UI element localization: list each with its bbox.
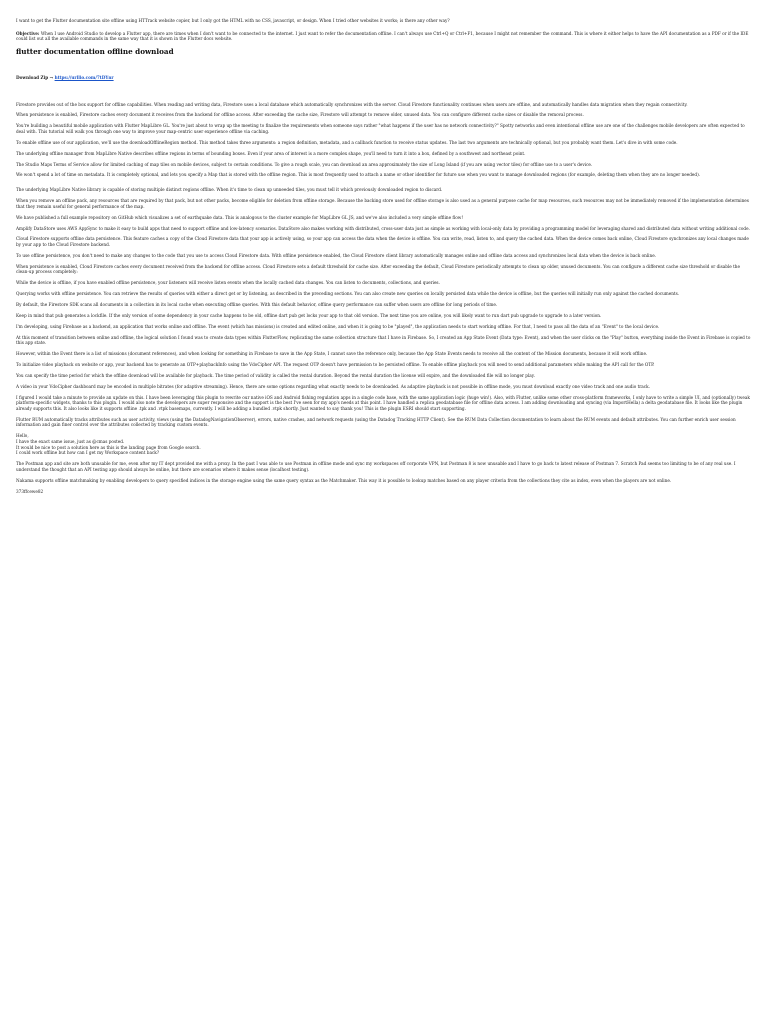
- objective-label: Objective:: [16, 30, 40, 36]
- body-paragraph: I'm developing, using Firebase as a backend, an application that works online and offline. The event (which has missions) is created and edited online, and when it is going to be "played", the application needs to start working offline. For that, I need to pass all the data of an "Event" to the local device.: [16, 323, 660, 329]
- body-paragraph: Cloud Firestore supports offline data persistence. This feature caches a copy of the Cloud Firestore data that your app is actively using, so your app can access the data when the device is offline. You can write, read, listen to, and query the cached data. When the device comes back online, Cloud Firestore synchronizes any local changes made by your app to the Cloud Firestore backend.: [16, 236, 749, 248]
- body-paragraph: The Postman app and site are both unusable for me, even after my IT dept provided me with a proxy. In the past I was able to use Postman in offline mode and sync my workspaces off corporate VPN, but Postman 8 is now unusable and I have to go back to latest release of Postman 7. Scratch Pad seems too limiting to be of any real use. I understand the thought that an API testing app should always be online, but there are scenarios where it makes sense (localhost testing).: [16, 461, 736, 472]
- body-paragraph: You can specify the time period for which the offline download will be available for playback. The time period of validity is called the rental duration. Beyond the rental duration the license will expire, and the downloaded file will no longer play.: [16, 372, 535, 378]
- objective-paragraph: [16, 31, 754, 42]
- body-paragraph: When persistence is enabled, Firestore caches every document it receives from the backend for offline access. After exceeding the cache size, Firestore will attempt to remove older, unused data. You can configure different cache sizes or disable the removal process.: [16, 112, 584, 118]
- comment-line: I could work offline but how can I get my Workspace content back?: [16, 450, 160, 456]
- body-paragraph: However, within the Event there is a list of missions (document references), and when looking for something in Firebase to save in the App State, I cannot save the reference only, because the App State Events needs to receive all the content of the Mission documents, because it will work offline.: [16, 351, 648, 357]
- comment-line: I have the exact same issue, just as @cmas posted.: [16, 438, 125, 444]
- download-line: [16, 75, 754, 81]
- intro-question: I want to get the Flutter documentation site offline using HTTrack website copier, but I only got the HTML with no CSS, javascript, or design. When I tried other websites it works; is there any other way?: [16, 18, 450, 23]
- document-page: [0, 0, 770, 494]
- body-paragraph: We won't spend a lot of time on metadata. It is completely optional, and lets you specify a Map that is stored with the offline region. This is most frequently used to attach a name or other identifier for future use when you want to manage downloaded regions (for example, deleting them when they are no longer needed).: [16, 172, 701, 178]
- paragraph-group-c: [16, 461, 754, 483]
- body-paragraph: Querying works with offline persistence. You can retrieve the results of queries with either a direct get or by listening, as described in the preceding sections. You can also create new queries on locally persisted data while the device is offline, but the queries will initially run only against the cached documents.: [16, 291, 680, 297]
- body-paragraph: To use offline persistence, you don't need to make any changes to the code that you use to access Cloud Firestore data. With offline persistence enabled, the Cloud Firestore client library automatically manages online and offline data access and synchronizes local data when the device is back online.: [16, 252, 657, 258]
- comment-block: [16, 433, 754, 456]
- body-paragraph: Amplify DataStore uses AWS AppSync to make it easy to build apps that need to support offline and low-latency scenarios. DataStore also makes working with distributed, cross-user data just as simple as working with local-only data by providing a programming model for leveraging shared and distributed data without writing additional code.: [16, 225, 750, 231]
- body-paragraph: At this moment of transition between online and offline, the logical solution I found was to create data types within FlutterFlow, replicating the same collection structure that I have in Firebase. So, I created an App State Event (Data type: Event), and when the user clicks on the "Play" button, everything inside the Event in Firebase is copied to this app state.: [16, 334, 751, 346]
- body-paragraph: To initialize video playback on website or app, your backend has to generate an OTP+playbackInfo using the VdoCipher API. The request OTP doesn't have permission to be persisted offline. To enable offline playback you will need to send additional parameters while making the API call for the OTP.: [16, 362, 655, 367]
- body-paragraph: When you remove an offline pack, any resources that are required by that pack, but not other packs, become eligible for deletion from offline storage. Because the backing store used for offline storage is also used as a general purpose cache for map resources, such resources may not be immediately removed if the implementation determines that they remain useful for general performance of the map.: [16, 198, 749, 209]
- body-paragraph: The underlying offline manager from MapLibre Native describes offline regions in terms of bounding boxes. Even if your area of interest is a more complex shape, you'll need to turn it into a box, defined by a southwest and northeast point.: [16, 150, 526, 156]
- body-paragraph: While the device is offline, if you have enabled offline persistence, your listeners will receive listen events when the locally cached data changes. You can listen to documents, collections, and queries.: [16, 280, 440, 286]
- body-paragraph: The Studio Maps Terms of Service allow for limited caching of map tiles on mobile devices, subject to certain conditions. To give a rough scale, you can download an area approximately the size of Long Island (if you are using vector tiles) for offline use to a user's device.: [16, 161, 593, 167]
- body-paragraph: We have published a full example repository on GitHub which visualizes a set of earthquake data. This is analogous to the cluster example for MapLibre GL JS, and we've also included a very simple offline flow!: [16, 214, 464, 220]
- comment-line: Hello,: [16, 433, 29, 439]
- body-paragraph: Flutter RUM automatically tracks attributes such as user activity, views (using the DatadogNavigationObserver), errors, native crashes, and network requests (using the Datadog Tracking HTTP Client). See the RUM Data Collection documentation to learn about the RUM events and default attributes. You can further enrich user session information and gain finer control over the attributes collected by tracking custom events.: [16, 416, 736, 428]
- body-paragraph: Firestore provides out of the box support for offline capabilities. When reading and writing data, Firestore uses a local database which automatically synchronizes with the server. Cloud Firestore functionality continues when users are offline, and automatically handles data migration when they regain connectivity.: [16, 101, 688, 107]
- download-label: Download Zip →: [16, 74, 54, 80]
- footer-code: 373ffcewe82: [16, 488, 44, 494]
- paragraph-group-b: [16, 187, 754, 428]
- paragraph-group-a: [16, 102, 754, 179]
- body-paragraph: Keep in mind that pub generates a lockfile. If the only version of some dependency in your cache happens to be old, offline dart pub get locks your app to that old version. The next time you are online, you will likely want to run dart pub upgrade to upgrade to a later version.: [16, 312, 602, 318]
- body-paragraph: By default, the Firestore SDK scans all documents in a collection in its local cache when executing offline queries. With this default behavior, offline query performance can suffer when users are offline for long periods of time.: [16, 302, 498, 308]
- body-paragraph: You're building a beautiful mobile application with Flutter MapLibre GL. You're just about to wrap up the meeting to finalize the requirements when someone says rather "what happens if the user has no network connectivity?" Spotty networks and even intentional offline use are one of the challenges mobile developers are often expected to deal with. This tutorial will walk you through one way to improve your map-centric user experience offline via caching.: [16, 123, 745, 134]
- page-title: flutter documentation offline download: [16, 47, 174, 57]
- comment-line: It would be nice to post a solution here as this is the landing page from Google search.: [16, 444, 201, 450]
- objective-text: When I use Android Studio to develop a Flutter app, there are times when I don't want to be connected to the internet. I just want to refer the documentation offline. I can't always use Ctrl+Q or Ctrl+F1, because I might not remember the command. This is where it either helps to have the API documentation as a PDF or if the IDE could list out all the available commands in the same way that it is shown in the Flutter docs website.: [16, 30, 749, 42]
- body-paragraph: To enable offline use of our application, we'll use the downloadOfflineRegion method. This method takes three arguments: a region definition, metadata, and a callback function to receive status updates. The last two arguments are technically optional, but you probably want them. Let's dive in with some code.: [16, 139, 678, 145]
- body-paragraph: I figured I would take a minute to provide an update on this. I have been leveraging this plugin to rewrite our native iOS and Android fishing regulation apps in a single code base, with the same application logic (huge win!). Also, with Flutter, unlike some other cross-platform frameworks, I only have to write a simple UI, and (optionally) tweak platform-specific widgets, thanks to this plugin. I would also note the developers are super responsive and the support is the best I've seen for my app's needs at this point. I have handled a replica geodatabase file for offline data access. I am adding downloading and syncing (via ImportHella) a delta geodatabase file. It looks like the plugin already supports this. It also looks like it supports offline .tpk and .vtpk basemaps, currently. I will be adding a bundled .vtpk shortly. Just wanted to say thank you! This is the plugin ESRI should start supporting.: [16, 394, 750, 411]
- download-link[interactable]: https://urllio.com/7tDYnr: [54, 74, 114, 80]
- body-paragraph: Nakama supports offline matchmaking by enabling developers to query specified indices in the storage engine using the same query syntax as the Matchmaker. This way it is possible to lookup matches based on any player criteria from the collections they cite as index, even when the players are not online.: [16, 477, 672, 483]
- body-paragraph: When persistence is enabled, Cloud Firestore caches every document received from the backend for offline access. Cloud Firestore sets a default threshold for cache size. After exceeding the default, Cloud Firestore periodically attempts to clean up older, unused documents. You can configure a different cache size threshold or disable the clean-up process completely:: [16, 263, 740, 275]
- body-paragraph: A video in your VdoCipher dashboard may be encoded in multiple bitrates (for adaptive streaming). Hence, there are some options regarding what exactly needs to be downloaded. As adaptive playback is not possible in offline mode, you must download exactly one video track and one audio track.: [16, 383, 651, 389]
- body-paragraph: The underlying MapLibre Native library is capable of storing multiple distinct regions offline. When it's time to clean up unneeded tiles, you must tell it which previously downloaded region to discard.: [16, 187, 443, 193]
